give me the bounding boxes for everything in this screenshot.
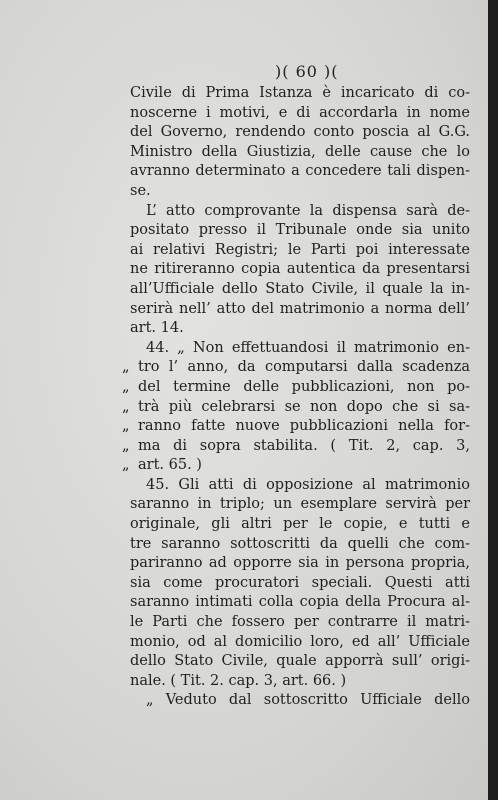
text-line: se. xyxy=(130,182,151,199)
text-line: originale, gli altri per le copie, e tutti e xyxy=(130,516,470,533)
text-line: nale. ( Tit. 2. cap. 3, art. 66. ) xyxy=(130,672,347,689)
quote-mark: „ xyxy=(122,437,130,454)
page-number: )( 60 )( xyxy=(275,62,339,81)
closing-line: „ Veduto dal sottoscritto Ufficiale dello xyxy=(146,692,470,709)
quoted-line xyxy=(122,437,470,457)
text-line: serirà nell’ atto del matrimonio a norma dell’ xyxy=(130,300,470,317)
text-line: tre saranno sottoscritti da quelli che com- xyxy=(130,535,470,552)
text-line: art. 65. ) xyxy=(138,457,202,474)
book-spine-shadow xyxy=(488,0,498,800)
quoted-line xyxy=(122,417,470,437)
text-line: ne ritireranno copia autentica da presentarsi xyxy=(130,261,470,278)
quote-mark: „ xyxy=(122,457,130,474)
text-line: sia come procuratori speciali. Questi atti xyxy=(130,574,470,591)
text-line: del Governo, rendendo conto poscia al G.G. xyxy=(130,124,470,141)
quoted-line xyxy=(122,456,470,476)
text-line: trà più celebrarsi se non dopo che si sa- xyxy=(138,398,470,415)
article-45-start: 45. Gli atti di opposizione al matrimonio xyxy=(146,476,470,493)
text-line: all’Ufficiale dello Stato Civile, il quale la in- xyxy=(130,280,470,297)
text-line: monio, od al domicilio loro, ed all’ Ufficiale xyxy=(130,633,470,650)
text-line: Civile di Prima Istanza è incaricato di co- xyxy=(130,85,470,101)
quote-mark: „ xyxy=(122,378,130,395)
text-line: ai relativi Registri; le Parti poi interessate xyxy=(130,241,470,258)
quoted-line xyxy=(122,398,470,418)
text-line: noscerne i motivi, e di accordarla in nome xyxy=(130,104,470,121)
text-line: ranno fatte nuove pubblicazioni nella for- xyxy=(138,418,470,435)
quote-mark: „ xyxy=(122,418,130,435)
text-line: Ministro della Giustizia, delle cause che lo xyxy=(130,143,470,160)
text-line: le Parti che fossero per contrarre il matri- xyxy=(130,614,470,631)
quoted-line xyxy=(122,358,470,378)
text-line: dello Stato Civile, quale apporrà sull’ origi- xyxy=(130,653,470,670)
text-line: tro l’ anno, da computarsi dalla scadenza xyxy=(138,359,470,376)
text-line: avranno determinato a concedere tali dispen- xyxy=(130,163,470,180)
text-line: pariranno ad opporre sia in persona propria, xyxy=(130,555,470,572)
text-line: saranno intimati colla copia della Procura al- xyxy=(130,594,470,611)
quoted-line xyxy=(122,378,470,398)
quote-mark: „ xyxy=(122,398,130,415)
quote-mark: „ xyxy=(122,359,130,376)
text-line: saranno in triplo; un esemplare servirà per xyxy=(130,496,470,513)
text-line: positato presso il Tribunale onde sia unito xyxy=(130,222,470,239)
article-44-start: 44. „ Non effettuandosi il matrimonio en- xyxy=(146,339,470,356)
body-text xyxy=(122,84,470,711)
text-line: art. 14. xyxy=(130,320,184,337)
text-line: ma di sopra stabilita. ( Tit. 2, cap. 3, xyxy=(138,437,470,454)
paragraph-start: L’ atto comprovante la dispensa sarà de- xyxy=(146,202,470,219)
text-line: del termine delle pubblicazioni, non po- xyxy=(138,378,470,395)
